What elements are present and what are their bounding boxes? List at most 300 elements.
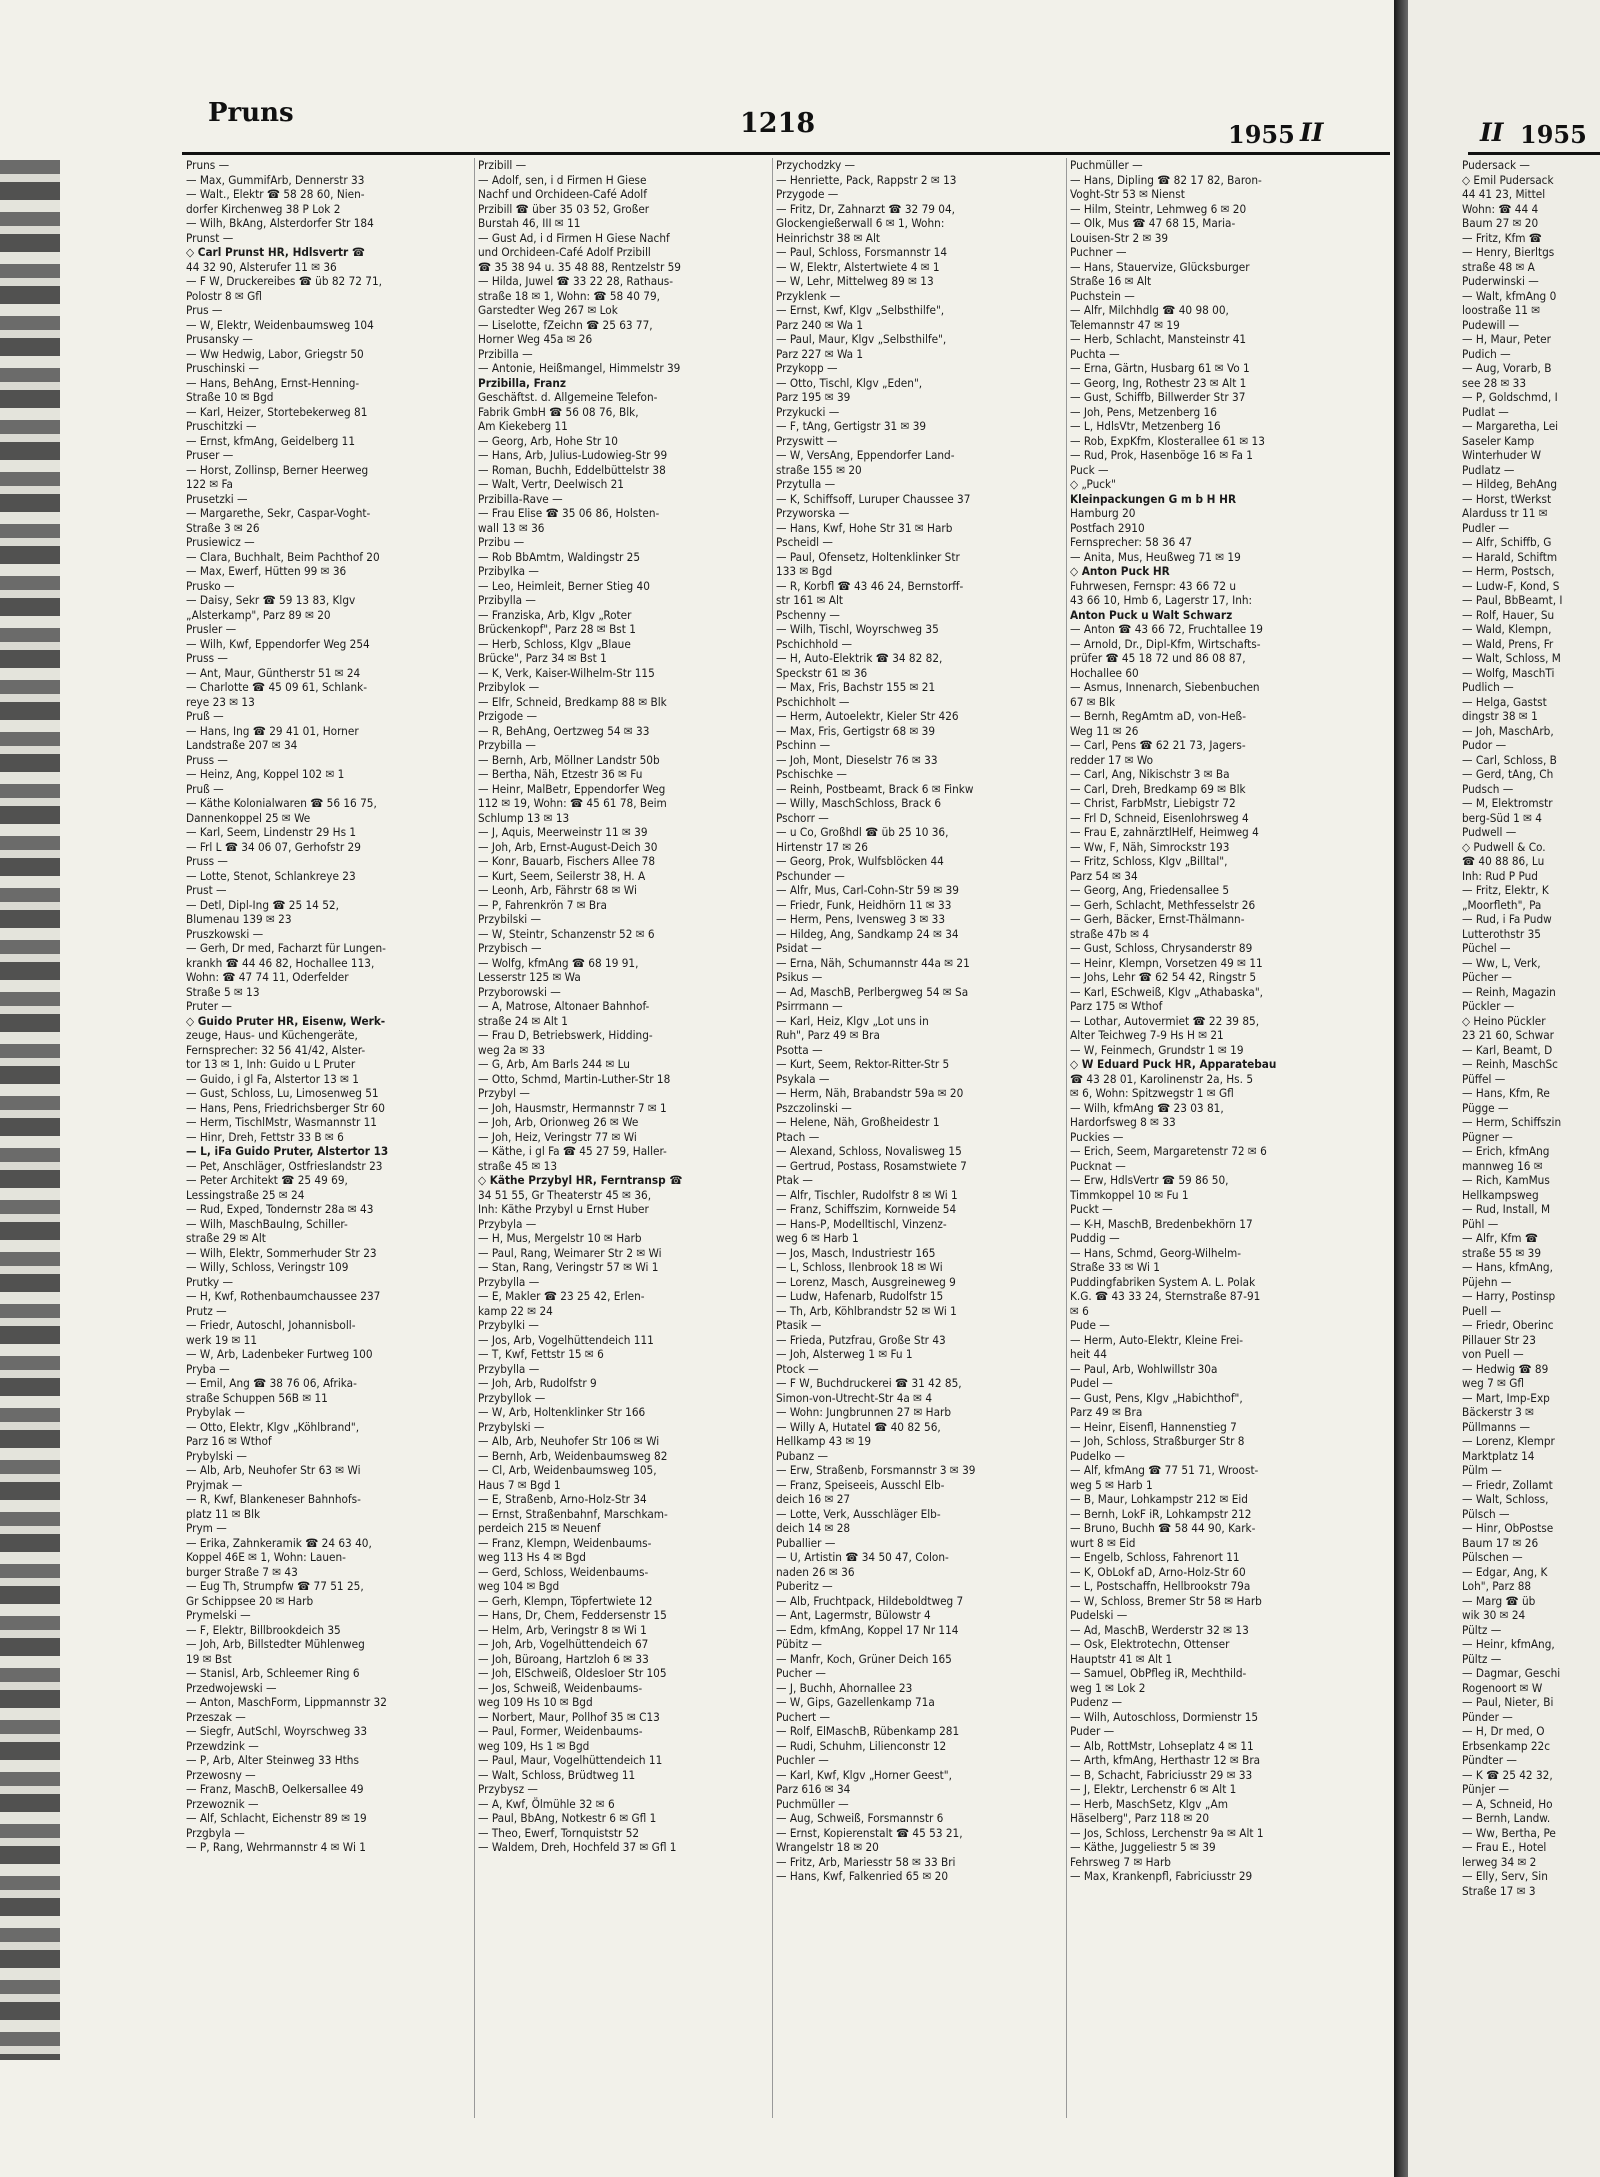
directory-entry-line: — K, ObLokf aD, Arno-Holz-Str 60 xyxy=(1070,1564,1246,1579)
directory-entry-line: Przigode — xyxy=(478,709,538,723)
directory-entry-line: — Daisy, Sekr ☎ 59 13 83, Klgv xyxy=(186,593,356,607)
directory-entry-line: — Herm, TischlMstr, Wasmannstr 11 xyxy=(186,1115,377,1129)
directory-entry-line: Puckies — xyxy=(1070,1129,1124,1144)
directory-entry-line: Schlump 13 ✉ 13 xyxy=(478,810,570,825)
directory-entry-line: Przybyla — xyxy=(478,1216,537,1231)
directory-entry-line: — H, Auto-Elektrik ☎ 34 82 82, xyxy=(776,651,943,665)
directory-entry-line: Pruss — xyxy=(186,651,228,665)
directory-entry-line: Puchstein — xyxy=(1070,288,1135,303)
directory-entry-line: — Hans, Kwf, Falkenried 65 ✉ 20 xyxy=(776,1869,949,1883)
directory-entry-line: — Hans, Ing ☎ 29 41 01, Horner xyxy=(186,723,359,738)
directory-entry-line: Przykucki — xyxy=(776,404,840,419)
directory-entry-line: — Anton ☎ 43 66 72, Fruchtallee 19 xyxy=(1070,622,1263,636)
directory-entry-line: Pudsch — xyxy=(1462,781,1514,796)
directory-entry-line: Hardorfsweg 8 ✉ 33 xyxy=(1070,1115,1176,1129)
directory-entry-line: Puchmüller — xyxy=(776,1796,849,1811)
directory-entry-line: — Gerd, tAng, Ch xyxy=(1462,767,1554,781)
directory-entry-line: straße 55 ✉ 39 xyxy=(1462,1245,1542,1260)
directory-entry-line: von Puell — xyxy=(1462,1347,1524,1361)
directory-entry-line: — Erna, Näh, Schumannstr 44a ✉ 21 xyxy=(776,955,970,970)
directory-entry-line: — Th, Arb, Köhlbrandstr 52 ✉ Wi 1 xyxy=(776,1303,957,1318)
directory-entry-line: Przedwojewski — xyxy=(186,1680,277,1695)
directory-entry-line: — Kurt, Seem, Seilerstr 38, H. A xyxy=(478,868,646,883)
directory-entry-line: Hirtenstr 17 ✉ 26 xyxy=(776,839,868,854)
directory-entry-line: — Hans, Arb, Julius-Ludowieg-Str 99 xyxy=(478,448,668,462)
directory-entry-line: Pülsch — xyxy=(1462,1506,1510,1521)
directory-entry-line: — Alfr, Milchhdlg ☎ 40 98 00, xyxy=(1070,303,1229,317)
directory-entry-line: — Käthe, Juggeliestr 5 ✉ 39 xyxy=(1070,1840,1216,1854)
directory-entry-line: Kleinpackungen G m b H HR xyxy=(1070,491,1237,506)
directory-entry-line: — Ww, Bertha, Pe xyxy=(1462,1825,1556,1840)
directory-entry-line: Püjehn — xyxy=(1462,1274,1512,1289)
directory-entry-line: — A, Matrose, Altonaer Bahnhof- xyxy=(478,999,650,1013)
directory-entry-line: — Helga, Gastst xyxy=(1462,694,1547,709)
directory-entry-line: Timmkoppel 10 ✉ Fu 1 xyxy=(1070,1187,1189,1202)
directory-entry-line: — Karl, ESchweiß, Klgv „Athabaska", xyxy=(1070,984,1263,999)
directory-entry-line: — Joh, Hausmstr, Hermannstr 7 ✉ 1 xyxy=(478,1100,667,1115)
directory-entry-line: — Alfr, Tischler, Rudolfstr 8 ✉ Wi 1 xyxy=(776,1187,958,1202)
directory-entry-line: — Joh, Büroang, Hartzloh 6 ✉ 33 xyxy=(478,1651,649,1666)
directory-entry-line: Pschichhold — xyxy=(776,636,852,651)
directory-entry-line: Gr Schippsee 20 ✉ Harb xyxy=(186,1593,314,1608)
directory-entry-line: — W, Steintr, Schanzenstr 52 ✉ 6 xyxy=(478,926,655,941)
directory-entry-line: — J, Aquis, Meerweinstr 11 ✉ 39 xyxy=(478,825,648,839)
directory-entry-line: Pudlatz — xyxy=(1462,462,1515,477)
directory-entry-line: — Paul, BbBeamt, I xyxy=(1462,593,1563,607)
directory-entry-line: — J, Elektr, Lerchenstr 6 ✉ Alt 1 xyxy=(1070,1782,1237,1796)
directory-entry-line: Pillauer Str 23 xyxy=(1462,1332,1536,1347)
directory-entry-line: — Wilh, Elektr, Sommerhuder Str 23 xyxy=(186,1245,377,1260)
directory-entry-line: — H, Mus, Mergelstr 10 ✉ Harb xyxy=(478,1231,642,1245)
directory-entry-line: — Bernh, Landw. xyxy=(1462,1811,1551,1825)
directory-entry-line: — Frau E, zahnärztlHelf, Heimweg 4 xyxy=(1070,825,1259,839)
directory-entry-line: str 161 ✉ Alt xyxy=(776,593,844,607)
directory-entry-line: — Joh, Arb, Vogelhüttendeich 67 xyxy=(478,1637,649,1651)
directory-entry-line: — Herm, Postsch, xyxy=(1462,564,1555,578)
directory-entry-line: 67 ✉ Blk xyxy=(1070,694,1116,709)
directory-entry-line: — Walt, Schloss, xyxy=(1462,1492,1549,1506)
directory-entry-line: — Lotte, Verk, Ausschläger Elb- xyxy=(776,1506,941,1521)
directory-entry-line: 133 ✉ Bgd xyxy=(776,564,833,578)
directory-entry-line: Przibu — xyxy=(478,535,525,549)
directory-entry-line: — Margarethe, Sekr, Caspar-Voght- xyxy=(186,506,371,520)
directory-entry-line: Puckt — xyxy=(1070,1202,1113,1216)
directory-entry-line: — Edm, kfmAng, Koppel 17 Nr 114 xyxy=(776,1622,959,1637)
directory-entry-line: Pscheidl — xyxy=(776,535,833,549)
directory-entry-line: ◇ Guido Pruter HR, Eisenw, Werk- xyxy=(186,1013,386,1028)
directory-entry-line: Simon-von-Utrecht-Str 4a ✉ 4 xyxy=(776,1390,933,1405)
directory-entry-line: Saseler Kamp xyxy=(1462,433,1535,448)
directory-entry-line: — Gust, Schloss, Chrysanderstr 89 xyxy=(1070,941,1253,955)
directory-entry-line: lerweg 34 ✉ 2 xyxy=(1462,1854,1537,1869)
directory-entry-line: Parz 175 ✉ Wthof xyxy=(1070,999,1163,1013)
directory-entry-line: Przyswitt — xyxy=(776,433,838,448)
directory-entry-line: Wrangelstr 18 ✉ 20 xyxy=(776,1840,879,1854)
directory-entry-line: — Paul, Former, Weidenbaums- xyxy=(478,1724,643,1738)
directory-entry-line: — Ww Hedwig, Labor, Griegstr 50 xyxy=(186,346,364,361)
directory-entry-line: — L, iFa Guido Pruter, Alstertor 13 xyxy=(186,1144,389,1158)
column-divider xyxy=(772,158,773,2118)
directory-entry-line: — P, Rang, Wehrmannstr 4 ✉ Wi 1 xyxy=(186,1840,366,1854)
directory-entry-line: Brücke", Parz 34 ✉ Bst 1 xyxy=(478,651,607,665)
directory-entry-line: Pügge — xyxy=(1462,1100,1509,1115)
directory-entry-line: — Aug, Vorarb, B xyxy=(1462,361,1552,375)
directory-entry-line: ☎ 35 38 94 u. 35 48 88, Rentzelstr 59 xyxy=(478,259,681,274)
directory-entry-line: — Max, Fris, Gertigstr 68 ✉ 39 xyxy=(776,723,936,738)
directory-entry-line: — Wilh, kfmAng ☎ 23 03 81, xyxy=(1070,1100,1224,1115)
directory-entry-line: Blumenau 139 ✉ 23 xyxy=(186,912,292,926)
directory-entry-line: — Joh, Heiz, Veringstr 77 ✉ Wi xyxy=(478,1129,637,1144)
directory-entry-line: — Hinr, ObPostse xyxy=(1462,1521,1554,1535)
directory-entry-line: — Alf, Schlacht, Eichenstr 89 ✉ 19 xyxy=(186,1811,367,1825)
directory-entry-line: Przybilski — xyxy=(478,912,542,926)
directory-entry-line: Prusler — xyxy=(186,622,237,636)
directory-entry-line: — Ad, MaschB, Werderstr 32 ✉ 13 xyxy=(1070,1622,1249,1637)
directory-entry-line: Püffel — xyxy=(1462,1071,1506,1086)
directory-entry-line: — Käthe, i gl Fa ☎ 45 27 59, Haller- xyxy=(478,1144,667,1158)
directory-entry-line: Przybylla — xyxy=(478,1274,540,1289)
directory-entry-line: — Detl, Dipl-Ing ☎ 25 14 52, xyxy=(186,897,339,912)
directory-entry-line: Hellkamp 43 ✉ 19 xyxy=(776,1434,872,1448)
directory-entry-line: Pruszkowski — xyxy=(186,926,264,941)
directory-entry-line: Puell — xyxy=(1462,1303,1501,1318)
directory-entry-line: — Frl D, Schneid, Eisenlohrsweg 4 xyxy=(1070,810,1249,825)
directory-entry-line: Przewdzink — xyxy=(186,1738,259,1753)
directory-entry-line: „Moorfleth", Pa xyxy=(1462,897,1542,912)
directory-entry-line: — Walt, kfmAng 0 xyxy=(1462,288,1557,303)
directory-entry-line: — Horst, tWerkst xyxy=(1462,491,1552,506)
directory-entry-line: — Engelb, Schloss, Fahrenort 11 xyxy=(1070,1550,1240,1564)
directory-entry-line: Pruns — xyxy=(186,158,230,172)
directory-entry-line: — Norbert, Maur, Pollhof 35 ✉ C13 xyxy=(478,1709,660,1724)
directory-entry-line: — Alfr, Kfm ☎ xyxy=(1462,1231,1538,1245)
directory-entry-line: — Fritz, Dr, Zahnarzt ☎ 32 79 04, xyxy=(776,201,956,216)
directory-entry-line: Hauptstr 41 ✉ Alt 1 xyxy=(1070,1651,1173,1666)
directory-entry-line: deich 14 ✉ 28 xyxy=(776,1521,851,1535)
directory-entry-line: Pudel — xyxy=(1070,1376,1113,1390)
directory-entry-line: — Friedr, Zollamt xyxy=(1462,1477,1553,1492)
directory-entry-line: — J, Buchh, Ahornallee 23 xyxy=(776,1680,913,1695)
directory-entry-line: Baum 27 ✉ 20 xyxy=(1462,216,1539,230)
directory-entry-line: Pschenny — xyxy=(776,607,840,622)
directory-entry-line: Prym — xyxy=(186,1521,227,1535)
directory-entry-line: — Hans, BehAng, Ernst-Henning- xyxy=(186,375,360,390)
directory-entry-line: — Lorenz, Masch, Ausgreineweg 9 xyxy=(776,1274,956,1289)
directory-entry-line: Puchmüller — xyxy=(1070,158,1143,172)
directory-entry-line: Pucknat — xyxy=(1070,1158,1126,1173)
directory-entry-line: — Joh, Pens, Metzenberg 16 xyxy=(1070,404,1217,419)
directory-entry-line: — Willy, Schloss, Veringstr 109 xyxy=(186,1260,349,1274)
directory-entry-line: — Otto, Elektr, Klgv „Köhlbrand", xyxy=(186,1419,360,1434)
directory-entry-line: Inh: Rud P Pud xyxy=(1462,868,1538,883)
directory-entry-line: Przybisch — xyxy=(478,941,542,955)
directory-entry-line: Pudenz — xyxy=(1070,1695,1122,1709)
directory-entry-line: — Gerh, Klempn, Töpfertwiete 12 xyxy=(478,1593,653,1608)
directory-entry-line: — Max, GummifArb, Dennerstr 33 xyxy=(186,172,365,187)
directory-entry-line: K.G. ☎ 43 33 24, Sternstraße 87-91 xyxy=(1070,1289,1261,1303)
directory-entry-line: Puballier — xyxy=(776,1535,836,1550)
directory-entry-line: — Ludw-F, Kond, S xyxy=(1462,578,1560,593)
directory-entry-line: — Anita, Mus, Heußweg 71 ✉ 19 xyxy=(1070,549,1241,564)
directory-column-1 xyxy=(186,158,458,2148)
directory-entry-line: Anton Puck u Walt Schwarz xyxy=(1070,607,1233,622)
directory-entry-line: Nachf und Orchideen-Café Adolf xyxy=(478,187,647,201)
directory-entry-line: — Paul, Rang, Weimarer Str 2 ✉ Wi xyxy=(478,1245,662,1260)
directory-entry-line: — P, Arb, Alter Steinweg 33 Hths xyxy=(186,1753,359,1767)
directory-entry-line: — Ww, L, Verk, xyxy=(1462,955,1541,970)
directory-entry-line: Puchler — xyxy=(776,1753,829,1767)
directory-entry-line: Ruh", Parz 49 ✉ Bra xyxy=(776,1028,880,1042)
directory-entry-line: Louisen-Str 2 ✉ 39 xyxy=(1070,230,1169,245)
directory-entry-line: — Hilm, Steintr, Lehmweg 6 ✉ 20 xyxy=(1070,201,1247,216)
directory-entry-line: — R, Kwf, Blankeneser Bahnhofs- xyxy=(186,1492,361,1506)
directory-entry-line: — Herm, Autoelektr, Kieler Str 426 xyxy=(776,709,959,723)
directory-entry-line: — Anton, MaschForm, Lippmannstr 32 xyxy=(186,1695,387,1709)
directory-entry-line: Pudler — xyxy=(1462,520,1510,535)
directory-entry-line: Parz 616 ✉ 34 xyxy=(776,1782,851,1796)
directory-entry-line: Pülschen — xyxy=(1462,1550,1523,1564)
directory-entry-line: — Franz, Klempn, Weidenbaums- xyxy=(478,1535,652,1550)
directory-entry-line: — Helm, Arb, Veringstr 8 ✉ Wi 1 xyxy=(478,1622,647,1637)
directory-entry-line: — Rud, i Fa Pudw xyxy=(1462,912,1552,926)
directory-entry-line: — Gust, Pens, Klgv „Habichthof", xyxy=(1070,1390,1243,1405)
directory-entry-line: Postfach 2910 xyxy=(1070,520,1145,535)
directory-entry-line: — Carl, Dreh, Bredkamp 69 ✉ Blk xyxy=(1070,781,1246,796)
directory-entry-line: Voght-Str 53 ✉ Nienst xyxy=(1070,187,1185,201)
directory-entry-line: — Rudi, Schuhm, Lilienconstr 12 xyxy=(776,1738,947,1753)
directory-entry-line: — Peter Architekt ☎ 25 49 69, xyxy=(186,1173,348,1187)
directory-entry-line: — R, BehAng, Oertzweg 54 ✉ 33 xyxy=(478,723,650,738)
directory-entry-line: — Samuel, ObPfleg iR, Mechthild- xyxy=(1070,1666,1247,1680)
directory-entry-line: — Fritz, Kfm ☎ xyxy=(1462,230,1542,245)
directory-entry-line: — Fritz, Arb, Mariesstr 58 ✉ 33 Bri xyxy=(776,1854,956,1869)
directory-entry-line: — Erika, Zahnkeramik ☎ 24 63 40, xyxy=(186,1535,372,1550)
directory-entry-line: — Emil, Ang ☎ 38 76 06, Afrika- xyxy=(186,1376,357,1390)
directory-entry-line: Pschunder — xyxy=(776,868,845,883)
directory-entry-line: — P, Fahrenkrön 7 ✉ Bra xyxy=(478,897,607,912)
directory-entry-line: Przewoznik — xyxy=(186,1796,259,1811)
directory-entry-line: Erbsenkamp 22c xyxy=(1462,1738,1550,1753)
directory-entry-line: Pudich — xyxy=(1462,346,1511,361)
directory-entry-line: Pruss — xyxy=(186,752,228,767)
directory-entry-line: — Joh, Alsterweg 1 ✉ Fu 1 xyxy=(776,1347,913,1361)
directory-entry-line: — Stanisl, Arb, Schleemer Ring 6 xyxy=(186,1666,360,1680)
directory-entry-line: — Wohn: Jungbrunnen 27 ✉ Harb xyxy=(776,1405,952,1419)
directory-entry-line: — Arnold, Dr., Dipl-Kfm, Wirtschafts- xyxy=(1070,636,1261,651)
directory-entry-line: — Herm, Auto-Elektr, Kleine Frei- xyxy=(1070,1332,1244,1347)
directory-entry-line: — Hans, Kwf, Hohe Str 31 ✉ Harb xyxy=(776,520,953,535)
directory-entry-line: ◇ Heino Pückler xyxy=(1462,1013,1546,1028)
directory-entry-line: — Herm, Pens, Ivensweg 3 ✉ 33 xyxy=(776,912,946,926)
directory-entry-line: 43 66 10, Hmb 6, Lagerstr 17, Inh: xyxy=(1070,593,1253,607)
directory-entry-line: heit 44 xyxy=(1070,1347,1107,1361)
directory-entry-line: — W, Elektr, Alstertwiete 4 ✉ 1 xyxy=(776,259,940,274)
directory-entry-line: — M, Elektromstr xyxy=(1462,796,1553,810)
directory-entry-line: Alarduss tr 11 ✉ xyxy=(1462,506,1548,520)
directory-entry-line: Weg 11 ✉ 26 xyxy=(1070,723,1139,738)
directory-entry-line: Puder — xyxy=(1070,1724,1115,1738)
directory-entry-line: — Karl, Heizer, Stortebekerweg 81 xyxy=(186,404,368,419)
directory-entry-line: straße 155 ✉ 20 xyxy=(776,462,862,477)
directory-entry-line: — Alexand, Schloss, Novalisweg 15 xyxy=(776,1144,962,1158)
directory-entry-line: ◇ W Eduard Puck HR, Apparatebau xyxy=(1070,1057,1277,1071)
directory-entry-line: — Elfr, Schneid, Bredkamp 88 ✉ Blk xyxy=(478,694,667,709)
directory-entry-line: — Ernst, Kopierenstalt ☎ 45 53 21, xyxy=(776,1825,963,1840)
directory-entry-line: Parz 49 ✉ Bra xyxy=(1070,1405,1143,1419)
directory-entry-line: — A, Schneid, Ho xyxy=(1462,1796,1553,1811)
directory-entry-line: — Stan, Rang, Veringstr 57 ✉ Wi 1 xyxy=(478,1260,659,1274)
directory-entry-line: Pühl — xyxy=(1462,1216,1499,1231)
running-head-part: II xyxy=(1300,118,1324,147)
directory-entry-line: — Rud, Exped, Tondernstr 28a ✉ 43 xyxy=(186,1202,374,1216)
directory-entry-line: Puchert — xyxy=(776,1709,831,1724)
directory-entry-line: — Jos, Masch, Industriestr 165 xyxy=(776,1245,936,1260)
directory-entry-line: — Jos, Schweiß, Weidenbaums- xyxy=(478,1680,643,1695)
directory-entry-line: — Ww, F, Näh, Simrockstr 193 xyxy=(1070,839,1230,854)
directory-entry-line: Pryjmak — xyxy=(186,1477,243,1492)
directory-entry-line: Pünjer — xyxy=(1462,1782,1510,1796)
directory-entry-line: Przewosny — xyxy=(186,1767,256,1782)
directory-entry-line: — Erich, Seem, Margaretenstr 72 ✉ 6 xyxy=(1070,1144,1267,1158)
directory-entry-line: Pudlich — xyxy=(1462,680,1514,694)
page-number: 1218 xyxy=(740,108,816,139)
directory-entry-line: — u Co, Großhdl ☎ üb 25 10 36, xyxy=(776,825,949,839)
directory-entry-line: — K, Schiffsoff, Luruper Chaussee 37 xyxy=(776,491,971,506)
directory-entry-line: deich 16 ✉ 27 xyxy=(776,1492,851,1506)
directory-entry-line: Pudwell — xyxy=(1462,825,1517,839)
directory-entry-line: — Walt., Elektr ☎ 58 28 60, Nien- xyxy=(186,187,365,201)
directory-entry-line: Geschäftst. d. Allgemeine Telefon- xyxy=(478,390,658,404)
directory-entry-line: weg 109, Hs 1 ✉ Bgd xyxy=(478,1738,590,1753)
next-page-part: II xyxy=(1480,118,1504,147)
directory-entry-line: — Arth, kfmAng, Herthastr 12 ✉ Bra xyxy=(1070,1753,1261,1767)
directory-entry-line: kamp 22 ✉ 24 xyxy=(478,1303,553,1318)
directory-entry-line: — Joh, Arb, Ernst-August-Deich 30 xyxy=(478,839,658,854)
directory-entry-line: Alter Teichweg 7-9 Hs H ✉ 21 xyxy=(1070,1028,1224,1042)
directory-entry-line: Dannenkoppel 25 ✉ We xyxy=(186,810,311,825)
directory-entry-line: — Herb, MaschSetz, Klgv „Am xyxy=(1070,1796,1228,1811)
directory-entry-line: Horner Weg 45a ✉ 26 xyxy=(478,332,593,346)
directory-entry-line: — K ☎ 25 42 32, xyxy=(1462,1767,1553,1782)
directory-entry-line: — Gertrud, Postass, Rosamstwiete 7 xyxy=(776,1158,967,1173)
directory-entry-line: — Herb, Schlacht, Mansteinstr 41 xyxy=(1070,332,1247,346)
directory-entry-line: Pruß — xyxy=(186,781,224,796)
directory-entry-line: — Erna, Gärtn, Husbarg 61 ✉ Vo 1 xyxy=(1070,361,1250,375)
directory-entry-line: Garstedter Weg 267 ✉ Lok xyxy=(478,303,618,317)
directory-entry-line: Straße 33 ✉ Wi 1 xyxy=(1070,1260,1160,1274)
directory-column-4 xyxy=(1070,158,1342,2148)
directory-entry-line: Przybyllok — xyxy=(478,1390,546,1405)
directory-entry-line: straße 18 ✉ 1, Wohn: ☎ 58 40 79, xyxy=(478,288,660,303)
directory-entry-line: Psykala — xyxy=(776,1071,830,1086)
directory-entry-line: straße Schuppen 56B ✉ 11 xyxy=(186,1390,328,1405)
directory-entry-line: — Frieda, Putzfrau, Große Str 43 xyxy=(776,1332,946,1347)
directory-entry-line: — Elly, Serv, Sin xyxy=(1462,1869,1548,1883)
directory-entry-line: — Walt, Vertr, Deelwisch 21 xyxy=(478,477,624,491)
directory-entry-line: ◇ Käthe Przybyl HR, Ferntransp ☎ xyxy=(478,1173,683,1187)
directory-entry-line: — Antonie, Heißmangel, Himmelstr 39 xyxy=(478,361,681,375)
directory-entry-line: redder 17 ✉ Wo xyxy=(1070,752,1154,767)
directory-entry-line: — Eug Th, Strumpfw ☎ 77 51 25, xyxy=(186,1579,364,1593)
directory-entry-line: — Hedwig ☎ 89 xyxy=(1462,1361,1549,1376)
directory-entry-line: — Ernst, kfmAng, Geidelberg 11 xyxy=(186,433,356,448)
directory-column-5-partial xyxy=(1462,158,1600,2148)
directory-entry-line: Parz 195 ✉ 39 xyxy=(776,390,851,404)
directory-entry-line: — Karl, Kwf, Klgv „Horner Geest", xyxy=(776,1767,952,1782)
directory-entry-line: Pschichholt — xyxy=(776,694,850,709)
directory-entry-line: weg 113 Hs 4 ✉ Bgd xyxy=(478,1550,586,1564)
directory-entry-line: Pülm — xyxy=(1462,1463,1502,1477)
directory-entry-line: ◇ „Puck" xyxy=(1070,477,1116,491)
directory-entry-line: — Rich, KamMus xyxy=(1462,1173,1550,1187)
directory-entry-line: — Friedr, Autoschl, Johannisboll- xyxy=(186,1318,356,1332)
directory-entry-line: Wohn: ☎ 47 74 11, Oderfelder xyxy=(186,970,349,984)
directory-entry-line: — Reinh, Magazin xyxy=(1462,984,1556,999)
directory-entry-line: Parz 16 ✉ Wthof xyxy=(186,1434,272,1448)
directory-entry-line: Pruschinski — xyxy=(186,361,259,375)
directory-entry-line: — Paul, Arb, Wohlwillstr 30a xyxy=(1070,1361,1218,1376)
directory-entry-line: — Carl, Pens ☎ 62 21 73, Jagers- xyxy=(1070,738,1246,752)
directory-entry-line: — Joh, ElSchweiß, Oldesloer Str 105 xyxy=(478,1666,667,1680)
directory-entry-line: Pudersack — xyxy=(1462,158,1530,172)
directory-entry-line: ☎ 43 28 01, Karolinenstr 2a, Hs. 5 xyxy=(1070,1071,1254,1086)
directory-entry-line: Lutterothstr 35 xyxy=(1462,926,1541,941)
directory-entry-line: Ptak — xyxy=(776,1173,813,1187)
directory-entry-line: Pschischke — xyxy=(776,767,847,781)
directory-entry-line: — W, VersAng, Eppendorfer Land- xyxy=(776,448,955,462)
directory-entry-line: — Konr, Bauarb, Fischers Allee 78 xyxy=(478,854,656,868)
directory-entry-line: krankh ☎ 44 46 82, Hochallee 113, xyxy=(186,955,375,970)
directory-entry-line: Przibilla-Rave — xyxy=(478,491,563,506)
directory-entry-line: — T, Kwf, Fettstr 15 ✉ 6 xyxy=(478,1347,604,1361)
directory-entry-line: — R, Korbfl ☎ 43 46 24, Bernstorff- xyxy=(776,578,964,593)
directory-entry-line: — Wilh, Tischl, Woyrschweg 35 xyxy=(776,622,939,636)
directory-entry-line: — B, Maur, Lohkampstr 212 ✉ Eid xyxy=(1070,1492,1248,1506)
directory-entry-line: — Olk, Mus ☎ 47 68 15, Maria- xyxy=(1070,216,1236,230)
directory-entry-line: — Edgar, Ang, K xyxy=(1462,1564,1548,1579)
directory-entry-line: Glockengießerwall 6 ✉ 1, Wohn: xyxy=(776,216,945,230)
directory-entry-line: — Wilh, BkAng, Alsterdorfer Str 184 xyxy=(186,216,374,230)
directory-entry-line: — Hans, Pens, Friedrichsberger Str 60 xyxy=(186,1100,385,1115)
directory-entry-line: Rogenoort ✉ W xyxy=(1462,1680,1543,1695)
directory-entry-line: — Alfr, Mus, Carl-Cohn-Str 59 ✉ 39 xyxy=(776,883,959,897)
directory-entry-line: — Hinr, Dreh, Fettstr 33 B ✉ 6 xyxy=(186,1129,344,1144)
directory-entry-line: Przibylok — xyxy=(478,680,540,694)
directory-entry-line: — Henriette, Pack, Rappstr 2 ✉ 13 xyxy=(776,172,957,187)
directory-entry-line: — Frau D, Betriebswerk, Hidding- xyxy=(478,1028,653,1042)
directory-entry-line: — Siegfr, AutSchl, Woyrschweg 33 xyxy=(186,1724,368,1738)
directory-entry-line: Pudelski — xyxy=(1070,1608,1128,1622)
directory-entry-line: Przybysz — xyxy=(478,1782,538,1796)
directory-entry-line: Przybilla — xyxy=(478,738,536,752)
directory-entry-line: — Joh, Arb, Billstedter Mühlenweg xyxy=(186,1637,365,1651)
directory-entry-line: — Adolf, sen, i d Firmen H Giese xyxy=(478,172,647,187)
directory-entry-line: — Clara, Buchhalt, Beim Pachthof 20 xyxy=(186,549,380,564)
book-gutter xyxy=(1394,0,1408,2177)
directory-entry-line: Pschinn — xyxy=(776,738,831,752)
directory-entry-line: Puberitz — xyxy=(776,1579,833,1593)
directory-entry-line: Przibylla — xyxy=(478,593,536,607)
directory-entry-line: Przytulla — xyxy=(776,477,836,491)
directory-entry-line: — Karl, Beamt, D xyxy=(1462,1042,1553,1057)
directory-entry-line: Heinrichstr 38 ✉ Alt xyxy=(776,230,881,245)
directory-entry-line: Prusetzki — xyxy=(186,491,248,506)
directory-entry-line: Prust — xyxy=(186,883,227,897)
directory-entry-line: prüfer ☎ 45 18 72 und 86 08 87, xyxy=(1070,651,1246,665)
directory-entry-line: Parz 227 ✉ Wa 1 xyxy=(776,346,864,361)
directory-entry-line: — Roman, Buchh, Eddelbüttelstr 38 xyxy=(478,462,666,477)
directory-entry-line: Brückenkopf", Parz 28 ✉ Bst 1 xyxy=(478,622,636,636)
